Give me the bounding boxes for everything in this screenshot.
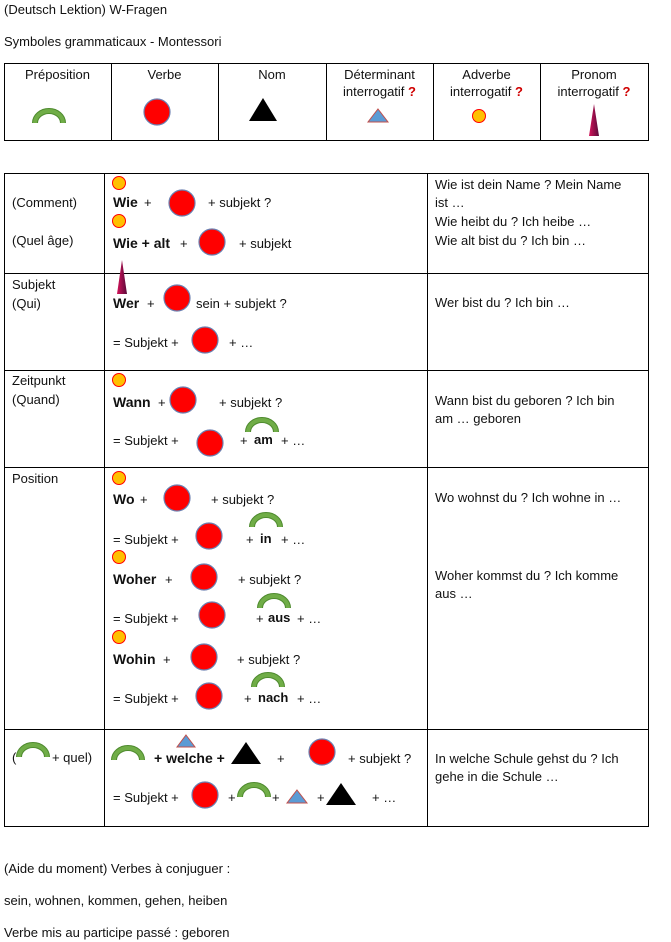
example-text: Wann bist du geboren ? Ich bin [435, 393, 615, 408]
plus-sign: + [158, 395, 166, 410]
adverbe-icon [111, 629, 127, 645]
preposition-arc-icon [252, 673, 284, 689]
determinant-triangle-icon [176, 734, 196, 749]
dots-text: + … [229, 335, 254, 350]
example-text: Wie alt bist du ? Ich bin … [435, 233, 587, 248]
word-welche: + welche + [154, 750, 225, 766]
example-text: aus … [435, 586, 473, 601]
plus-sign: + [240, 433, 248, 448]
pronom-pyramid-icon [116, 259, 128, 296]
verb-circle-icon [189, 562, 219, 592]
dots-text: + … [372, 790, 397, 805]
legend-nom-label: Nom [258, 67, 286, 82]
determinant-triangle-icon [367, 108, 389, 124]
subjekt-text: + subjekt ? [237, 652, 301, 667]
sein-subjekt-text: sein + subjekt ? [196, 296, 287, 311]
equals-subjekt: = Subjekt + [113, 335, 179, 350]
verb-circle-icon [197, 600, 227, 630]
doc-subtitle: Symboles grammaticaux - Montessori [4, 34, 222, 49]
plus-sign: + [256, 611, 264, 626]
adverbe-icon [111, 470, 127, 486]
dots-text: + … [297, 611, 322, 626]
doc-title: (Deutsch Lektion) W-Fragen [4, 2, 168, 17]
plus-sign: + [246, 532, 254, 547]
word-nach: nach [258, 690, 289, 705]
plus-sign: + [277, 751, 285, 766]
preposition-arc-icon [258, 594, 290, 610]
adverbe-icon [111, 372, 127, 388]
example-text: ist … [435, 195, 465, 210]
legend-determinant-label: Déterminant interrogatif ? [343, 67, 416, 99]
example-text: Wie heibt du ? Ich heibe … [435, 214, 592, 229]
pronom-pyramid-icon [588, 103, 600, 138]
plus-sign: + [165, 572, 173, 587]
subjekt-text: + subjekt ? [238, 572, 302, 587]
label-quel-age: (Quel âge) [12, 233, 74, 248]
plus-sign: + [228, 790, 236, 805]
label-qui: (Qui) [12, 296, 41, 311]
verb-circle-icon [162, 283, 192, 313]
word-woher: Woher [113, 571, 157, 587]
adverbe-icon [111, 549, 127, 565]
adverbe-orange-circle-icon [471, 108, 487, 124]
plus-sign: + [244, 691, 252, 706]
plus-sign: + [147, 296, 155, 311]
example-text: Wie ist dein Name ? Mein Name [435, 177, 622, 192]
dots-text: + … [281, 433, 306, 448]
example-text: Wo wohnst du ? Ich wohne in … [435, 490, 622, 505]
verb-circle-icon [162, 483, 192, 513]
plus-sign: + [180, 236, 188, 251]
preposition-arc-icon [112, 746, 144, 762]
footer-line-1: (Aide du moment) Verbes à conjuguer : [4, 861, 231, 876]
legend-verbe-label: Verbe [147, 67, 182, 82]
word-in: in [260, 531, 272, 546]
verb-circle-icon [190, 325, 220, 355]
plus-sign: + [140, 492, 148, 507]
word-wie: Wie [113, 194, 138, 210]
label-position: Position [12, 471, 59, 486]
preposition-arc-icon [238, 783, 270, 799]
subjekt-text: + subjekt ? [219, 395, 283, 410]
label-quand: (Quand) [12, 392, 60, 407]
equals-subjekt: = Subjekt + [113, 611, 179, 626]
legend-pronom-label: Pronom interrogatif ? [557, 67, 631, 99]
verb-circle-icon [195, 428, 225, 458]
preposition-arc-icon [33, 109, 65, 125]
verb-circle-icon [190, 780, 220, 810]
legend-adverbe-label: Adverbe interrogatif ? [450, 67, 523, 99]
adverbe-icon [111, 175, 127, 191]
footer-line-2: sein, wohnen, kommen, gehen, heiben [4, 893, 228, 908]
verb-circle-icon [189, 642, 219, 672]
word-wer: Wer [113, 295, 140, 311]
subjekt-text: + subjekt ? [211, 492, 275, 507]
verb-circle-icon [194, 681, 224, 711]
word-wie-alt: Wie + alt [113, 235, 171, 251]
subjekt-text: + subjekt ? [208, 195, 272, 210]
equals-subjekt: = Subjekt + [113, 532, 179, 547]
preposition-arc-icon [17, 743, 49, 759]
label-subjekt: Subjekt [12, 277, 56, 292]
verb-circle-icon [167, 188, 197, 218]
verb-circle-icon [168, 385, 198, 415]
label-quel: ( + quel) [12, 750, 93, 765]
verb-circle-icon [194, 521, 224, 551]
nom-black-triangle-icon [325, 782, 357, 806]
label-comment: (Comment) [12, 195, 78, 210]
label-zeitpunkt: Zeitpunkt [12, 373, 66, 388]
subjekt-text: + subjekt ? [348, 751, 412, 766]
preposition-arc-icon [250, 513, 282, 529]
equals-subjekt: = Subjekt + [113, 691, 179, 706]
example-text: gehe in die Schule … [435, 769, 559, 784]
dots-text: + … [297, 691, 322, 706]
plus-sign: + [144, 195, 152, 210]
equals-subjekt: = Subjekt + [113, 433, 179, 448]
subjekt-text: + subjekt [239, 236, 292, 251]
nom-black-triangle-icon [248, 97, 278, 123]
example-text: Woher kommst du ? Ich komme [435, 568, 619, 583]
footer-line-3: Verbe mis au participe passé : geboren [4, 925, 230, 940]
example-text: am … geboren [435, 411, 521, 426]
word-wo: Wo [113, 491, 135, 507]
plus-sign: + [272, 790, 280, 805]
example-text: Wer bist du ? Ich bin … [435, 295, 570, 310]
word-wohin: Wohin [113, 651, 156, 667]
legend-preposition-label: Préposition [24, 67, 91, 82]
word-aus: aus [268, 610, 291, 625]
dots-text: + … [281, 532, 306, 547]
nom-black-triangle-icon [230, 741, 262, 765]
word-wann: Wann [113, 394, 151, 410]
plus-sign: + [163, 652, 171, 667]
determinant-triangle-icon [286, 789, 308, 805]
plus-sign: + [317, 790, 325, 805]
example-text: In welche Schule gehst du ? Ich [435, 751, 619, 766]
verb-circle-icon [197, 227, 227, 257]
verbe-red-circle-icon [142, 97, 172, 127]
adverbe-icon [111, 213, 127, 229]
verb-circle-icon [307, 737, 337, 767]
word-am: am [254, 432, 273, 447]
equals-subjekt: = Subjekt + [113, 790, 179, 805]
